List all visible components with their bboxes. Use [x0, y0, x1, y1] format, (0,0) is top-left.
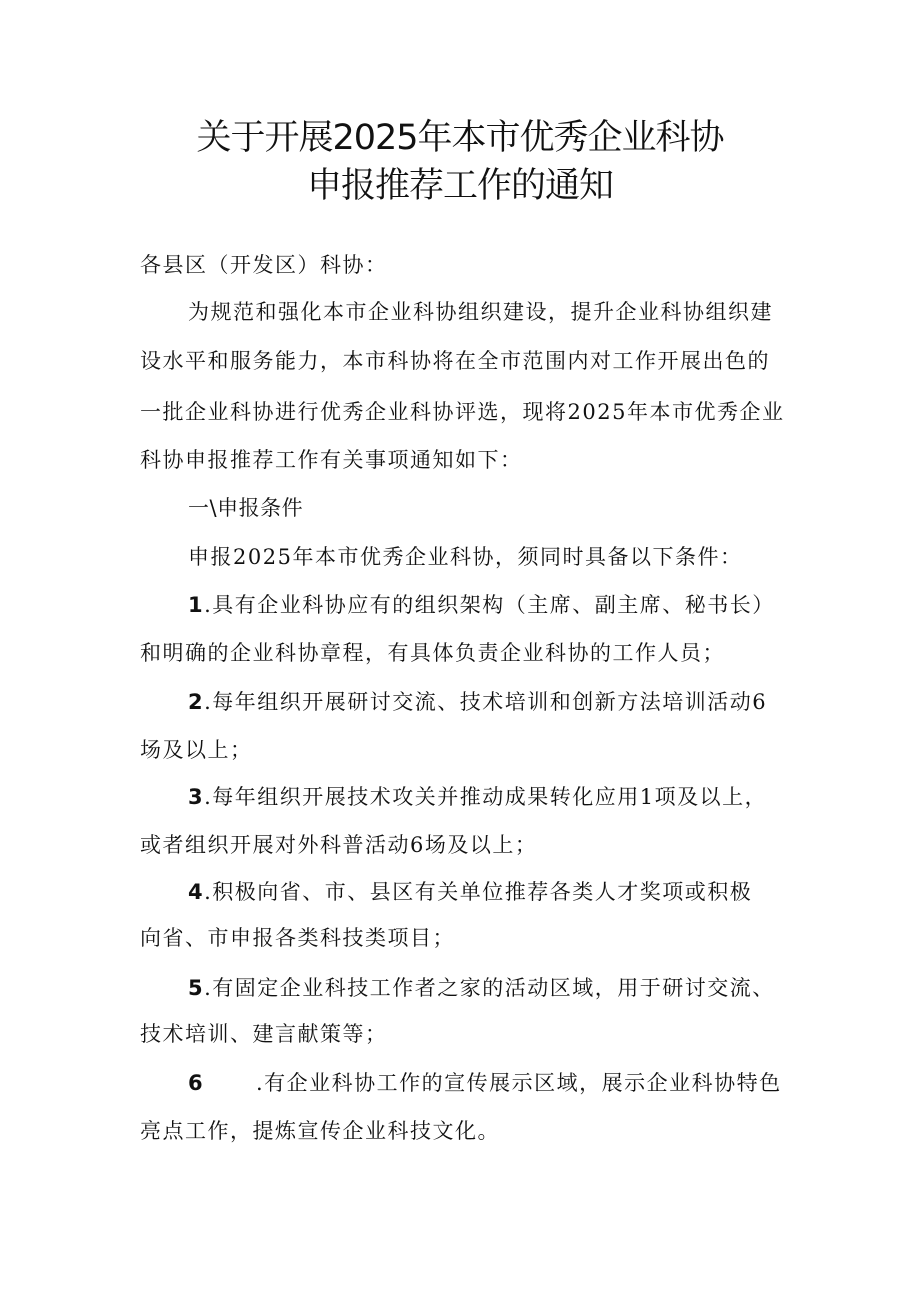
list-item-6 — [188, 1068, 848, 1098]
intro-line-2: 设水平和服务能力，本市科协将在全市范围内对工作开展出色的 — [140, 349, 770, 373]
document-title-line-1: 关于开展2025年本市优秀企业科协 — [196, 118, 724, 158]
intro-line-3: 一批企业科协进行优秀企业科协评选，现将2025年本市优秀企业 — [140, 400, 785, 424]
section-heading: 一\申报条件 — [188, 496, 304, 520]
salutation: 各县区（开发区）科协： — [140, 253, 388, 277]
section-lead: 申报2025年本市优秀企业科协，须同时具备以下条件： — [188, 545, 743, 569]
list-item-5 — [188, 973, 848, 1003]
list-item-3-continued: 或者组织开展对外科普活动6场及以上； — [140, 833, 538, 857]
list-item-text: .有企业科协工作的宣传展示区域，展示企业科协特色 — [256, 1071, 782, 1095]
list-item-number: 5 — [188, 976, 205, 1000]
intro-line-1: 为规范和强化本市企业科协组织建设，提升企业科协组织建 — [188, 300, 773, 324]
list-item-3 — [188, 782, 848, 812]
list-item-6-continued: 亮点工作，提炼宣传企业科技文化。 — [140, 1119, 500, 1143]
list-item-number: 6 — [188, 1071, 205, 1095]
list-item-number: 2 — [188, 690, 205, 714]
list-item-text: .有固定企业科技工作者之家的活动区域，用于研讨交流、 — [204, 976, 775, 1000]
list-item-4 — [188, 877, 848, 907]
list-item-4-continued: 向省、市申报各类科技类项目； — [140, 926, 455, 950]
intro-line-4: 科协申报推荐工作有关事项通知如下： — [140, 448, 523, 472]
list-item-2 — [188, 687, 848, 717]
list-item-1 — [188, 590, 848, 620]
list-item-1-continued: 和明确的企业科协章程，有具体负责企业科协的工作人员； — [140, 641, 725, 665]
list-item-5-continued: 技术培训、建言献策等； — [140, 1022, 388, 1046]
list-item-text: .每年组织开展技术攻关并推动成果转化应用1项及以上， — [204, 785, 768, 809]
list-item-text: .积极向省、市、县区有关单位推荐各类人才奖项或积极 — [204, 880, 753, 904]
list-item-number: 3 — [188, 785, 205, 809]
list-item-number: 1 — [188, 593, 205, 617]
list-item-text: .每年组织开展研讨交流、技术培训和创新方法培训活动6 — [204, 690, 768, 714]
list-item-text: .具有企业科协应有的组织架构（主席、副主席、秘书长） — [204, 593, 775, 617]
list-item-number: 4 — [188, 880, 205, 904]
list-item-2-continued: 场及以上； — [140, 738, 253, 762]
document-title-line-2: 申报推荐工作的通知 — [306, 166, 613, 206]
